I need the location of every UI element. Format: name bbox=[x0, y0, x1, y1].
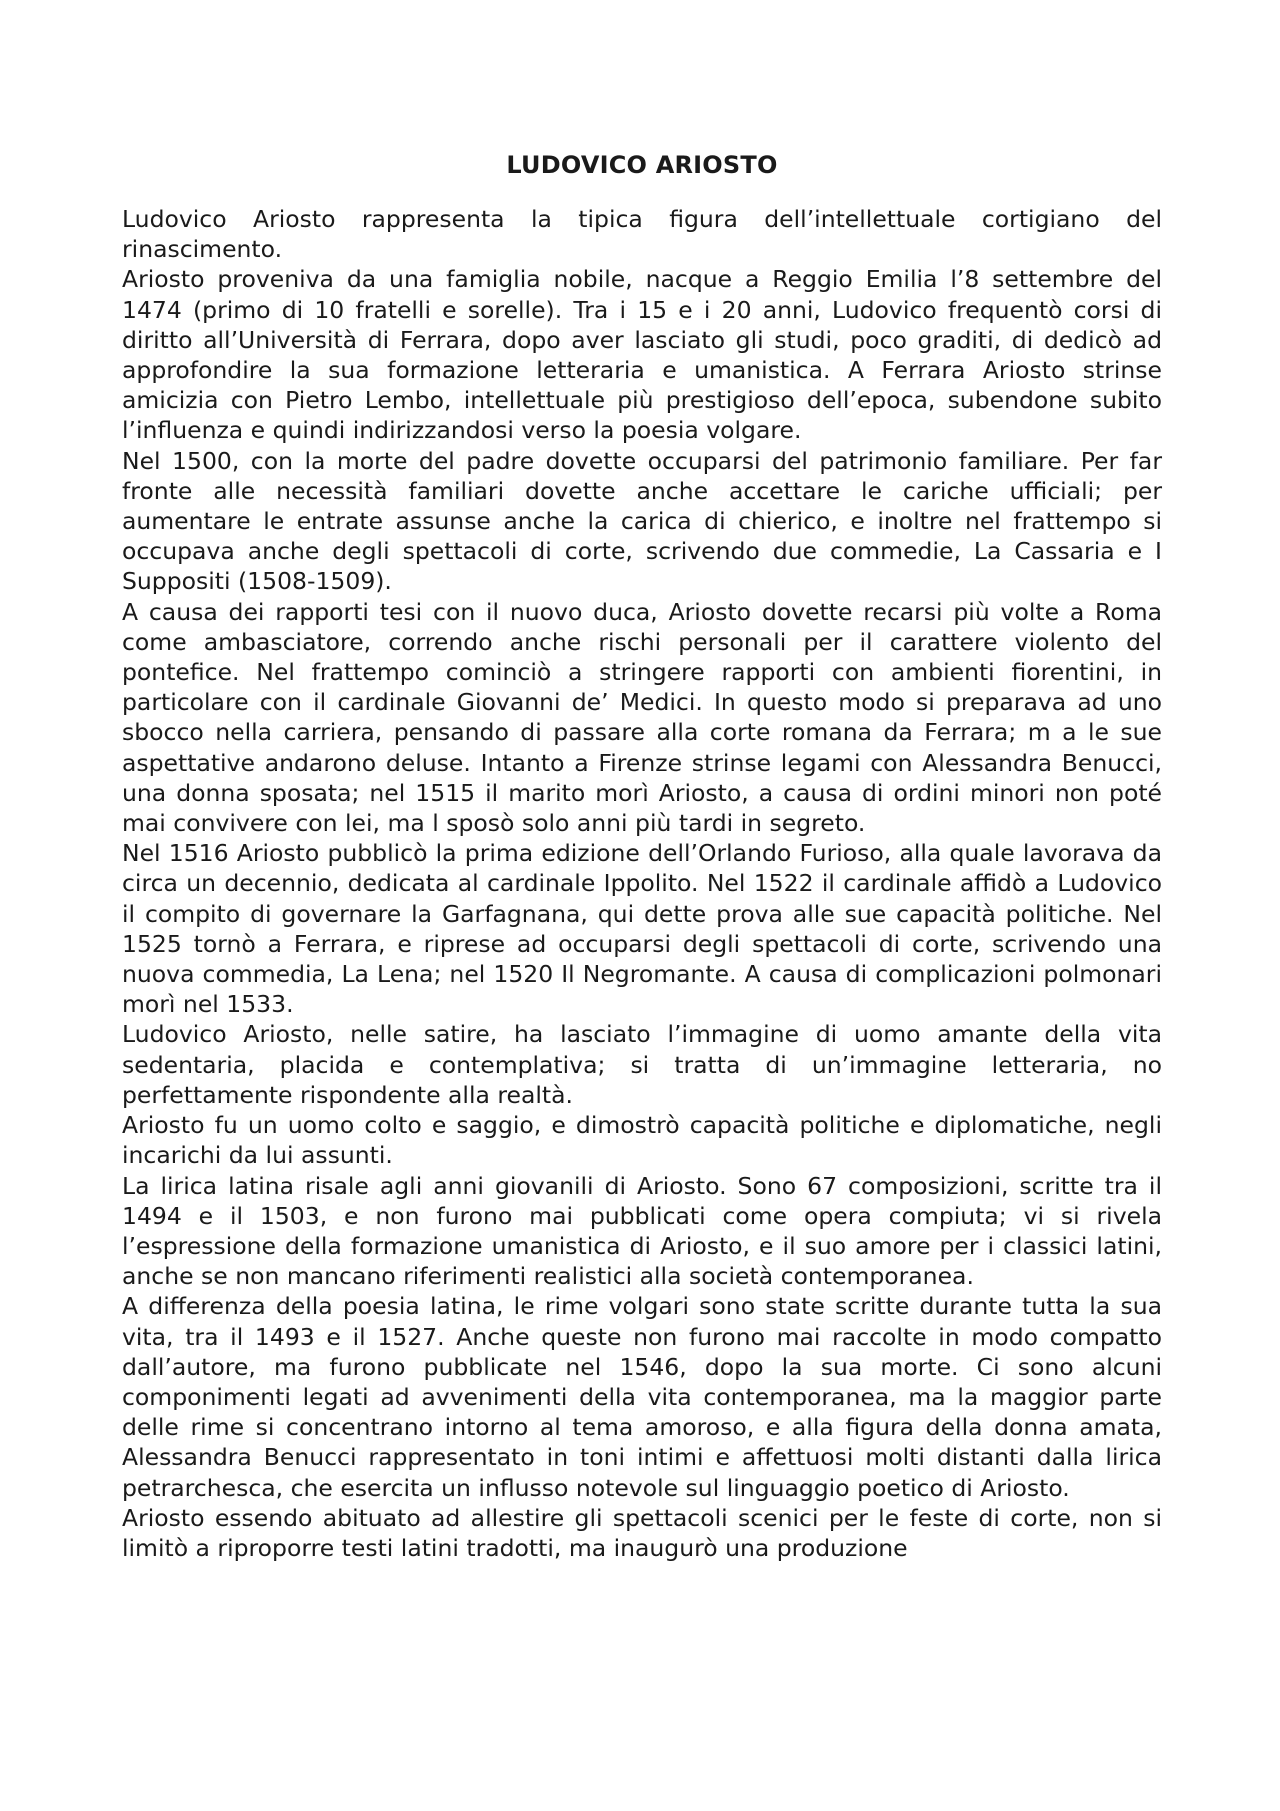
paragraph: La lirica latina risale agli anni giovanili di Ariosto. Sono 67 composizioni, scritte tra il 1494 e il 1503, e non furono mai pubblicati come opera compiuta; vi si rivela l’espressione della formazione umanistica di Ariosto, e il suo amore per i classici latini, anche se non mancano riferimenti realistici alla società contemporanea. bbox=[122, 1171, 1162, 1291]
paragraph: Ludovico Ariosto, nelle satire, ha lasciato l’immagine di uomo amante della vita sedentaria, placida e contemplativa; si tratta di un’immagine letteraria, no perfettamente rispondente alla realtà. bbox=[122, 1020, 1162, 1109]
document-body bbox=[122, 204, 1162, 1563]
paragraph: Nel 1516 Ariosto pubblicò la prima edizione dell’Orlando Furioso, alla quale lavorava da circa un decennio, dedicata al cardinale Ippolito. Nel 1522 il cardinale affidò a Ludovico il compito di governare la Garfagnana, qui dette prova alle sue capacità politiche. Nel 1525 tornò a Ferrara, e riprese ad occuparsi degli spettacoli di corte, scrivendo una nuova commedia, La Lena; nel 1520 Il Negromante. A causa di complicazioni polmonari morì nel 1533. bbox=[122, 839, 1162, 1019]
paragraph: Ariosto essendo abituato ad allestire gli spettacoli scenici per le feste di corte, non si limitò a riproporre testi latini tradotti, ma inaugurò una produzione bbox=[122, 1503, 1162, 1562]
paragraph: A differenza della poesia latina, le rime volgari sono state scritte durante tutta la sua vita, tra il 1493 e il 1527. Anche queste non furono mai raccolte in modo compatto dall’autore, ma furono pubblicate nel 1546, dopo la sua morte. Ci sono alcuni componimenti legati ad avvenimenti della vita contemporanea, ma la maggior parte delle rime si concentrano intorno al tema amoroso, e alla figura della donna amata, Alessandra Benucci rappresentato in toni intimi e affettuosi molti distanti dalla lirica petrarchesca, che esercita un influsso notevole sul linguaggio poetico di Ariosto. bbox=[122, 1292, 1162, 1502]
paragraph: Ludovico Ariosto rappresenta la tipica figura dell’intellettuale cortigiano del rinascimento. bbox=[122, 205, 1162, 264]
document-page bbox=[122, 150, 1162, 1563]
document-title: LUDOVICO ARIOSTO bbox=[506, 151, 778, 179]
paragraph: A causa dei rapporti tesi con il nuovo duca, Ariosto dovette recarsi più volte a Roma come ambasciatore, correndo anche rischi personali per il carattere violento del pontefice. Nel frattempo cominciò a stringere rapporti con ambienti fiorentini, in particolare con il cardinale Giovanni de’ Medici. In questo modo si preparava ad uno sbocco nella carriera, pensando di passare alla corte romana da Ferrara; m a le sue aspettative andarono deluse. Intanto a Firenze strinse legami con Alessandra Benucci, una donna sposata; nel 1515 il marito morì Ariosto, a causa di ordini minori non poté mai convivere con lei, ma l sposò solo anni più tardi in segreto. bbox=[122, 597, 1162, 838]
paragraph: Ariosto proveniva da una famiglia nobile, nacque a Reggio Emilia l’8 settembre del 1474 (primo di 10 fratelli e sorelle). Tra i 15 e i 20 anni, Ludovico frequentò corsi di diritto all’Università di Ferrara, dopo aver lasciato gli studi, poco graditi, di dedicò ad approfondire la sua formazione letteraria e umanistica. A Ferrara Ariosto strinse amicizia con Pietro Lembo, intellettuale più prestigioso dell’epoca, subendone subito l’influenza e quindi indirizzandosi verso la poesia volgare. bbox=[122, 265, 1162, 445]
paragraph: Ariosto fu un uomo colto e saggio, e dimostrò capacità politiche e diplomatiche, negli incarichi da lui assunti. bbox=[122, 1111, 1162, 1170]
paragraph: Nel 1500, con la morte del padre dovette occuparsi del patrimonio familiare. Per far fronte alle necessità familiari dovette anche accettare le cariche ufficiali; per aumentare le entrate assunse anche la carica di chierico, e inoltre nel frattempo si occupava anche degli spettacoli di corte, scrivendo due commedie, La Cassaria e I Suppositi (1508-1509). bbox=[122, 446, 1162, 596]
